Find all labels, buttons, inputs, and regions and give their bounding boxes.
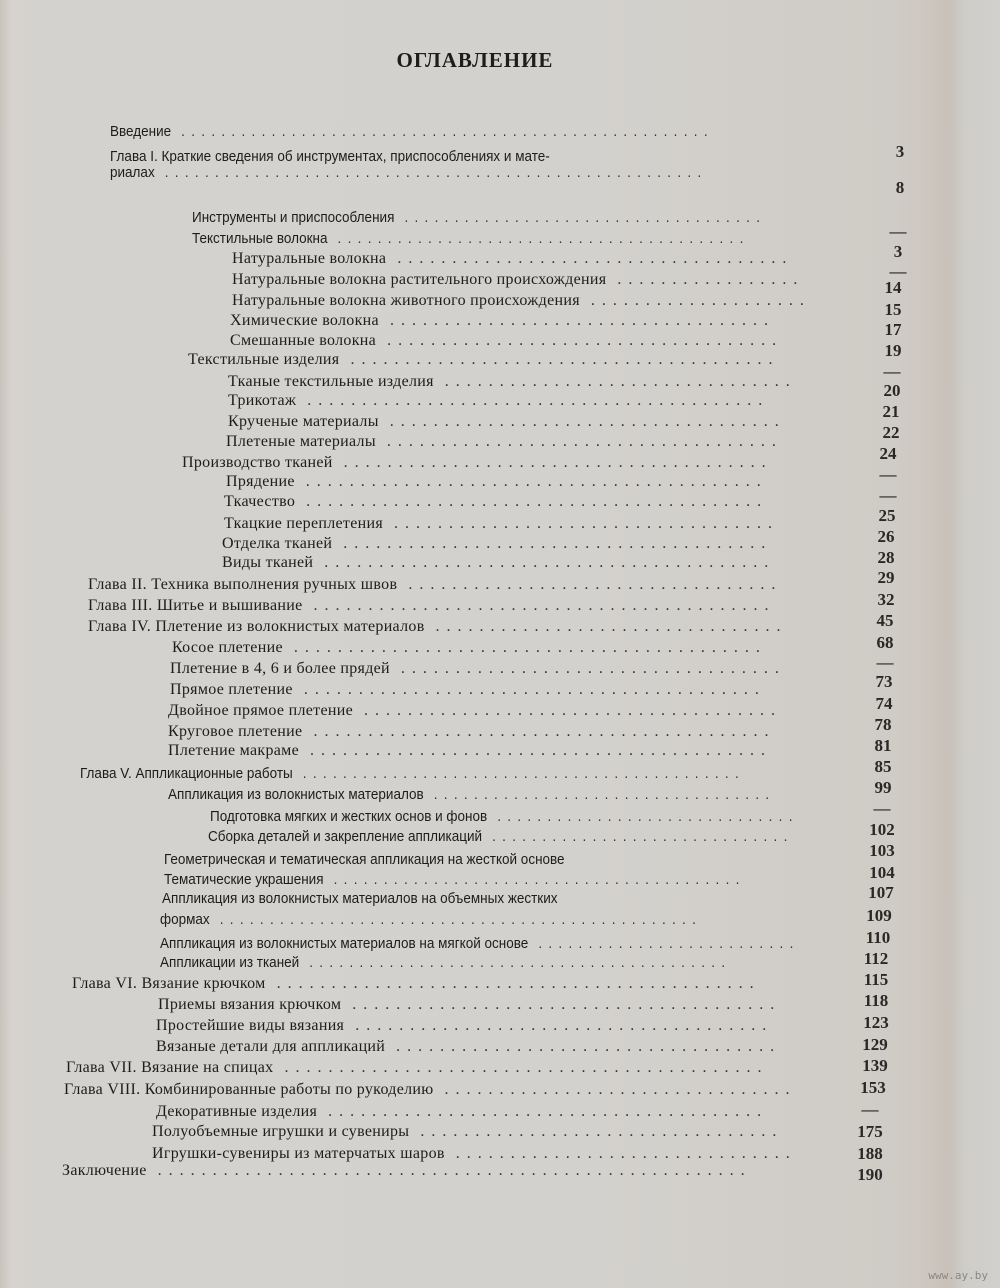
toc-entry-title: Простейшие виды вязания — [156, 1017, 345, 1034]
page-number: 109 — [866, 906, 892, 925]
toc-entry-title: Прядение — [226, 473, 295, 490]
toc-entry — [72, 974, 761, 994]
page-number: 3 — [893, 242, 903, 261]
toc-entry — [170, 680, 766, 700]
toc-entry-title: Виды тканей — [222, 554, 314, 571]
leader-dots: ....................................... — [339, 351, 780, 368]
toc-entry — [210, 807, 799, 827]
leader-dots: .......................................... — [295, 493, 769, 510]
toc-entry — [80, 764, 745, 784]
toc-entry — [152, 1122, 783, 1142]
toc-entry-title: Глава III. Шитье и вышивание — [88, 597, 303, 614]
toc-entry-title: Глава VI. Вязание крючком — [72, 975, 266, 992]
toc-entry-title: Глава VII. Вязание на спицах — [66, 1059, 274, 1076]
toc-entry — [230, 311, 775, 331]
toc-entry-title: Декоративные изделия — [156, 1103, 318, 1120]
leader-dots: .................................... — [375, 433, 783, 450]
leader-dots: ............................................ — [292, 765, 746, 782]
toc-entry-title: Текстильные изделия — [188, 351, 340, 368]
toc-entry — [222, 534, 772, 554]
toc-entry-title: Отделка тканей — [222, 535, 333, 552]
toc-entry-title: Производство тканей — [182, 454, 333, 471]
toc-entry — [230, 331, 783, 351]
toc-entry — [110, 122, 714, 142]
toc-entry-title: Плетение макраме — [168, 742, 299, 759]
page-number: 99 — [874, 778, 892, 797]
toc-entry-title: Натуральные волокна — [232, 250, 387, 267]
toc-entry — [162, 889, 557, 909]
toc-entry-title: Приемы вязания крючком — [158, 996, 342, 1013]
leader-dots: ....................................... — [332, 454, 773, 471]
leader-dots: ................................ — [433, 373, 797, 390]
leader-dots: .................... — [579, 292, 811, 309]
toc-entry-title: Глава VIII. Комбинированные работы по рукоделию — [64, 1081, 434, 1098]
toc-entry — [172, 638, 767, 658]
toc-entry-title: Текстильные волокна — [192, 230, 328, 247]
page-number: 20 — [883, 381, 901, 400]
toc-entry-title: Косое плетение — [172, 639, 283, 656]
toc-entry — [164, 850, 565, 870]
leader-dots: ............................................ — [273, 1059, 769, 1076]
page-number: 129 — [862, 1035, 888, 1054]
toc-entry — [110, 163, 708, 183]
leader-dots: ................................... — [378, 312, 775, 329]
toc-entry-title: Прямое плетение — [170, 681, 293, 698]
toc-entry-title: Глава V. Аппликационные работы — [80, 765, 293, 782]
page-number: 112 — [863, 949, 889, 968]
leader-dots: .................................. — [423, 786, 776, 803]
toc-entry — [88, 596, 775, 616]
page-number: 139 — [862, 1056, 888, 1075]
toc-entry-title: Вязаные детали для аппликаций — [156, 1038, 386, 1055]
toc-entry — [160, 910, 702, 930]
toc-entry-title: Сборка деталей и закрепление аппликаций — [208, 828, 483, 845]
toc-entry-title: Ткачество — [224, 493, 296, 510]
leader-dots: .................................... — [378, 413, 786, 430]
page-number: 118 — [863, 991, 889, 1010]
leader-dots: ......................................... — [323, 871, 746, 888]
toc-entry-title: Введение — [110, 123, 172, 140]
toc-entry-title: Аппликация из волокнистых материалов — [168, 786, 424, 803]
page-number: 188 — [857, 1144, 883, 1163]
page-number: 78 — [874, 715, 892, 734]
page-number: 85 — [874, 757, 892, 776]
toc-entry — [182, 453, 773, 473]
toc-entry — [168, 701, 782, 721]
toc-entry — [232, 249, 793, 269]
leader-dots: ..................................................... — [171, 123, 714, 140]
leader-dots: .......................................... — [296, 392, 770, 409]
leader-dots: ......................................... — [327, 230, 750, 247]
page-number: 3 — [895, 142, 905, 161]
toc-entry-title: формах — [160, 911, 210, 928]
leader-dots: .................................... — [376, 332, 784, 349]
page-number: 17 — [884, 320, 902, 339]
page-number: 19 — [884, 341, 902, 360]
page-number: 153 — [860, 1078, 886, 1097]
toc-entry — [192, 208, 766, 228]
leader-dots: .......................................... — [298, 742, 772, 759]
toc-entry — [168, 741, 772, 761]
toc-entry-title: Ткацкие переплетения — [224, 515, 383, 532]
leader-dots: .............................. — [482, 828, 794, 845]
page-number: 115 — [863, 970, 889, 989]
toc-entry-title: Глава II. Техника выполнения ручных швов — [88, 576, 398, 593]
toc-entry — [228, 391, 769, 411]
page-number: 25 — [878, 506, 896, 525]
leader-dots: .......................................... — [294, 473, 768, 490]
toc-entry-title: Геометрическая и тематическая аппликация на жесткой основе — [164, 851, 565, 868]
leader-dots: ................................ — [433, 1081, 797, 1098]
leader-dots: .................................... — [386, 250, 794, 267]
page-number: — — [861, 1100, 879, 1119]
toc-entry — [224, 492, 768, 512]
toc-entry-title: Инструменты и приспособления — [192, 209, 395, 226]
leader-dots: .................................... — [394, 209, 767, 226]
page-number: 22 — [882, 423, 900, 442]
watermark: www.ay.by — [928, 1269, 988, 1282]
page-number: 175 — [857, 1122, 883, 1141]
page-number: 26 — [877, 527, 895, 546]
page-number: — — [876, 653, 894, 672]
page-number: 68 — [876, 633, 894, 652]
toc-entry-title: Аппликация из волокнистых материалов на объемных жестких — [162, 890, 558, 907]
toc-entry — [226, 432, 783, 452]
leader-dots: .............................. — [487, 808, 799, 825]
page-number: 81 — [874, 736, 892, 755]
page-number: 102 — [869, 820, 895, 839]
toc-entry-title: Плетеные материалы — [226, 433, 376, 450]
toc-entry-title: Игрушки-сувениры из матерчатых шаров — [152, 1145, 445, 1162]
page-number: 104 — [869, 863, 895, 882]
toc-entry-title: Химические волокна — [230, 312, 379, 329]
toc-entry-title: Аппликация из волокнистых материалов на мягкой основе — [160, 935, 529, 952]
page-number: 15 — [884, 300, 902, 319]
leader-dots: .................................. — [397, 576, 783, 593]
page-number: 190 — [857, 1165, 883, 1184]
leader-dots: ................................... — [389, 660, 786, 677]
toc-entry — [232, 270, 804, 290]
leader-dots: ....................................... — [332, 535, 773, 552]
page-number: 103 — [869, 841, 895, 860]
toc-entry — [222, 553, 775, 573]
page-number: 8 — [895, 178, 905, 197]
toc-entry — [226, 472, 768, 492]
leader-dots: ...................................... — [353, 702, 782, 719]
toc-entry-title: Плетение в 4, 6 и более прядей — [170, 660, 390, 677]
toc-entry — [228, 412, 786, 432]
toc-entry-title: Аппликации из тканей — [160, 954, 300, 971]
toc-entry — [88, 575, 782, 595]
page-title: ОГЛАВЛЕНИЕ — [396, 48, 554, 72]
toc-entry — [224, 514, 779, 534]
page-number: 29 — [877, 568, 895, 587]
page-number: — — [889, 262, 907, 281]
leader-dots: ........................................... — [282, 639, 767, 656]
toc-entry — [228, 372, 797, 392]
leader-dots: ...................................... — [344, 1017, 774, 1034]
toc-entry — [192, 229, 750, 249]
leader-dots: ......................................... — [313, 554, 776, 571]
leader-dots: .......................................... — [299, 954, 732, 971]
toc-entry-title: Натуральные волокна растительного происхождения — [232, 271, 607, 288]
leader-dots: ............................... — [444, 1145, 797, 1162]
toc-entry-title: Трикотаж — [228, 392, 297, 409]
leader-dots: ................................... — [385, 1038, 782, 1055]
toc-entry — [160, 934, 800, 954]
toc-entry-title: Крученые материалы — [228, 413, 379, 430]
leader-dots: ................................... — [383, 515, 779, 532]
page-number: — — [873, 799, 891, 818]
toc-entry-title: риалах — [110, 164, 155, 181]
leader-dots: .......................................... — [292, 681, 766, 698]
toc-entry — [232, 291, 811, 311]
page-number: 73 — [875, 672, 893, 691]
leader-dots: .......................................... — [302, 723, 776, 740]
toc-entry — [208, 827, 794, 847]
leader-dots: ...................................................... — [154, 164, 708, 181]
toc-entry-title: Тематические украшения — [164, 871, 324, 888]
toc-entry — [158, 995, 781, 1015]
leader-dots: ................. — [606, 271, 805, 288]
toc-entry — [168, 722, 775, 742]
page-number: 110 — [865, 928, 891, 947]
toc-entry — [66, 1058, 768, 1078]
page-number: 21 — [882, 402, 900, 421]
page-number: — — [879, 465, 897, 484]
toc-entry — [88, 617, 788, 637]
page-number: — — [883, 362, 901, 381]
leader-dots: .......................................... — [302, 597, 776, 614]
toc-entry — [156, 1037, 781, 1057]
leader-dots: ............................................ — [265, 975, 761, 992]
leader-dots: ................................. — [409, 1123, 784, 1140]
toc-entry — [64, 1080, 797, 1100]
toc-entry — [156, 1102, 768, 1122]
toc-entry-title: Натуральные волокна животного происхождения — [232, 292, 580, 309]
page-number: 45 — [876, 611, 894, 630]
toc-entry — [156, 1016, 773, 1036]
toc-entry — [160, 953, 731, 973]
leader-dots: ....................................... — [341, 996, 782, 1013]
toc-entry — [170, 659, 786, 679]
page-number: 107 — [868, 883, 894, 902]
toc-entry-title: Глава I. Краткие сведения об инструментах, приспособлениях и мате- — [110, 148, 550, 165]
leader-dots: ................................ — [424, 618, 788, 635]
toc-entry-title: Заключение — [62, 1162, 147, 1179]
page-number: 123 — [863, 1013, 889, 1032]
toc-entry — [62, 1161, 752, 1181]
toc-entry-title: Полуобъемные игрушки и сувениры — [152, 1123, 410, 1140]
toc-entry-title: Подготовка мягких и жестких основ и фонов — [210, 808, 488, 825]
page-number: — — [889, 222, 907, 241]
toc-entry-title: Двойное прямое плетение — [168, 702, 353, 719]
page-number: 14 — [884, 278, 902, 297]
toc-entry-title: Тканые текстильные изделия — [228, 373, 434, 390]
leader-dots: ................................................ — [209, 911, 703, 928]
toc-entry — [164, 870, 746, 890]
page-number: 32 — [877, 590, 895, 609]
page-number: 28 — [877, 548, 895, 567]
toc-entry-title: Круговое плетение — [168, 723, 303, 740]
page-number: — — [879, 486, 897, 505]
leader-dots: .......................... — [528, 935, 800, 952]
page-number: 74 — [875, 694, 893, 713]
toc-entry — [188, 350, 779, 370]
toc-entry — [168, 785, 775, 805]
leader-dots: ...................................................... — [146, 1162, 752, 1179]
toc-entry-title: Глава IV. Плетение из волокнистых материалов — [88, 618, 425, 635]
leader-dots: ........................................ — [317, 1103, 769, 1120]
page-number: 24 — [879, 444, 897, 463]
toc-entry-title: Смешанные волокна — [230, 332, 377, 349]
